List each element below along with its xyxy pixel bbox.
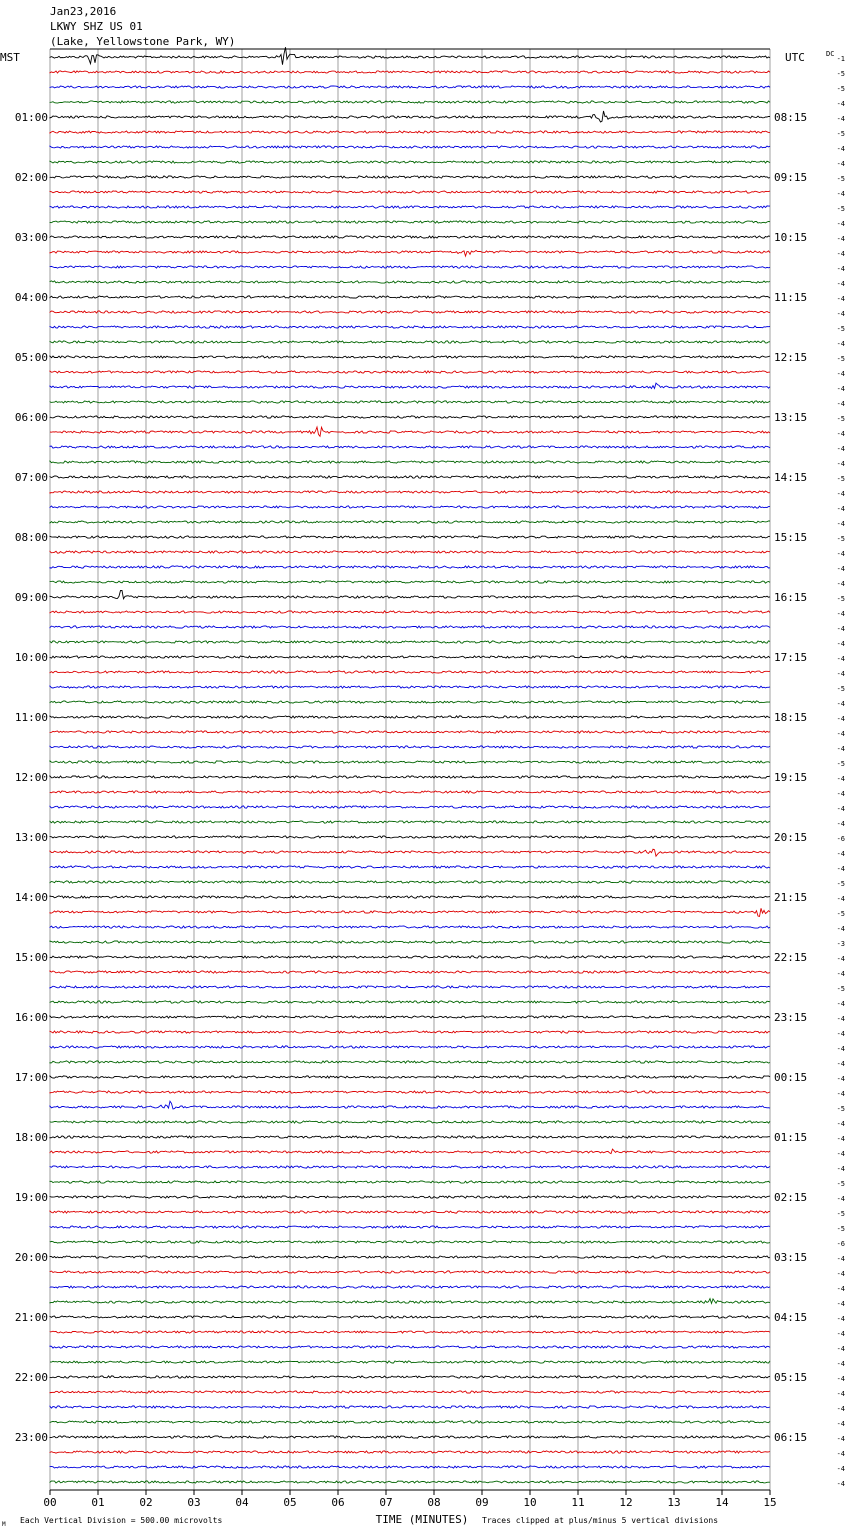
trace-scale-value: -5 [836,760,845,768]
trace-scale-value: -4 [836,1120,845,1128]
trace-scale-value: -4 [836,1315,845,1323]
mst-hour-label: 22:00 [14,1371,48,1384]
trace-scale-value: -5 [836,70,845,78]
trace-scale-value: -4 [836,655,845,663]
mst-hour-label: 18:00 [14,1131,48,1144]
trace-scale-value: -5 [836,415,845,423]
trace-line [50,1121,770,1123]
trace-line [50,1241,770,1243]
trace-scale-value: -4 [836,1390,845,1398]
trace-line [50,1406,770,1408]
trace-line [50,1286,770,1288]
mst-hour-label: 05:00 [14,351,48,364]
trace-scale-value: -4 [836,295,845,303]
trace-scale-value: -4 [836,1435,845,1443]
clipping-note: Traces clipped at plus/minus 5 vertical divisions [482,1516,719,1525]
trace-line [50,491,770,493]
utc-hour-label: 06:15 [774,1431,808,1444]
trace-scale-value: -4 [836,550,845,558]
trace-scale-value: -4 [836,400,845,408]
trace-line [50,266,770,268]
trace-scale-value: -5 [836,475,845,483]
trace-line [50,47,770,64]
trace-line [50,941,770,943]
trace-scale-value: -4 [836,850,845,858]
trace-scale-value: -5 [836,1210,845,1218]
utc-hour-label: 04:15 [774,1311,808,1324]
trace-scale-value: -4 [836,505,845,513]
trace-line [50,926,770,928]
trace-scale-value: -4 [836,1285,845,1293]
trace-scale-value: -4 [836,610,845,618]
mst-hour-label: 13:00 [14,831,48,844]
utc-hour-label: 05:15 [774,1371,808,1384]
trace-scale-value: -5 [836,910,845,918]
trace-line [50,371,770,373]
trace-scale-value: -4 [836,1045,845,1053]
trace-scale-value: -4 [836,430,845,438]
trace-line [50,1331,770,1333]
trace-line [50,1091,770,1093]
trace-scale-value: -1 [836,55,845,63]
utc-hour-label: 19:15 [774,771,808,784]
trace-line [50,521,770,523]
trace-line [50,71,770,73]
trace-line [50,1031,770,1033]
trace-scale-value: -5 [836,325,845,333]
trace-line [50,326,770,328]
trace-line [50,791,770,793]
x-tick-label: 15 [763,1496,777,1509]
mst-hour-label: 12:00 [14,771,48,784]
trace-line [50,296,770,298]
trace-line [50,1101,770,1109]
mst-hour-label: 16:00 [14,1011,48,1024]
trace-scale-value: -4 [836,1450,845,1458]
trace-line [50,1451,770,1453]
trace-scale-value: -5 [836,1225,845,1233]
trace-line [50,101,770,103]
x-tick-label: 07 [379,1496,393,1509]
trace-scale-value: -4 [836,865,845,873]
trace-scale-value: -4 [836,1135,845,1143]
trace-line [50,281,770,283]
trace-scale-value: -4 [836,145,845,153]
trace-scale-value: -4 [836,1345,845,1353]
trace-line [50,1421,770,1423]
trace-line [50,131,770,133]
trace-scale-value: -4 [836,625,845,633]
trace-line [50,1376,770,1378]
utc-hour-label: 15:15 [774,531,808,544]
utc-hour-label: 01:15 [774,1131,808,1144]
trace-scale-value: -5 [836,685,845,693]
trace-line [50,250,770,256]
mst-hour-label: 17:00 [14,1071,48,1084]
trace-scale-value: -4 [836,460,845,468]
mst-hour-label: 04:00 [14,291,48,304]
trace-scale-value: -4 [836,1270,845,1278]
trace-line [50,356,770,358]
trace-scale-value: -4 [836,790,845,798]
trace-line [50,1001,770,1003]
trace-scale-value: -5 [836,355,845,363]
trace-line [50,416,770,418]
trace-scale-value: -5 [836,1105,845,1113]
x-tick-label: 02 [139,1496,153,1509]
trace-scale-value: -4 [836,1255,845,1263]
trace-line [50,836,770,838]
utc-hour-label: 20:15 [774,831,808,844]
mst-hour-label: 15:00 [14,951,48,964]
trace-line [50,1361,770,1363]
trace-line [50,1076,770,1078]
trace-scale-value: -6 [836,1240,845,1248]
trace-line [50,986,770,988]
trace-scale-value: -5 [836,595,845,603]
station-label: LKWY SHZ US 01 [50,20,143,33]
trace-line [50,383,770,388]
trace-scale-value: -4 [836,1375,845,1383]
trace-line [50,866,770,868]
trace-scale-value: -4 [836,925,845,933]
trace-line [50,671,770,673]
trace-scale-value: -5 [836,175,845,183]
x-tick-label: 11 [571,1496,585,1509]
utc-hour-label: 00:15 [774,1071,808,1084]
mst-hour-label: 08:00 [14,531,48,544]
trace-line [50,1256,770,1258]
utc-hour-label: 13:15 [774,411,808,424]
mst-hour-label: 19:00 [14,1191,48,1204]
mst-hour-label: 14:00 [14,891,48,904]
utc-hour-label: 12:15 [774,351,808,364]
trace-scale-value: -4 [836,370,845,378]
trace-line [50,1149,770,1154]
trace-line [50,427,770,436]
trace-scale-value: -4 [836,445,845,453]
trace-line [50,551,770,553]
trace-line [50,311,770,313]
trace-line [50,971,770,973]
mst-hour-label: 03:00 [14,231,48,244]
trace-scale-value: -5 [836,205,845,213]
trace-line [50,716,770,718]
trace-scale-value: -4 [836,1150,845,1158]
trace-line [50,1391,770,1393]
trace-scale-value: -5 [836,985,845,993]
mst-hour-label: 20:00 [14,1251,48,1264]
mst-hour-label: 09:00 [14,591,48,604]
trace-scale-value: -4 [836,565,845,573]
corner-mark: M [2,1521,6,1528]
grid-lines [50,49,770,1490]
location-label: (Lake, Yellowstone Park, WY) [50,35,236,48]
trace-scale-value: -4 [836,670,845,678]
trace-scale-value: -4 [836,1480,845,1488]
trace-line [50,1166,770,1168]
trace-line [50,1226,770,1228]
x-tick-label: 08 [427,1496,441,1509]
trace-line [50,1046,770,1048]
trace-line [50,1211,770,1213]
trace-scale-value: -4 [836,895,845,903]
trace-scale-value: -4 [836,265,845,273]
trace-scale-value: -4 [836,1030,845,1038]
trace-line [50,1061,770,1063]
trace-line [50,476,770,478]
trace-line [50,806,770,808]
trace-scale-value: -5 [836,1180,845,1188]
trace-scale-value: -5 [836,880,845,888]
trace-scale-value: -4 [836,700,845,708]
trace-scale-value: -4 [836,1075,845,1083]
mst-hour-label: 02:00 [14,171,48,184]
trace-scale-value: -4 [836,1015,845,1023]
trace-scale-value: -4 [836,1060,845,1068]
date-label: Jan23,2016 [50,5,117,18]
trace-line [50,1181,770,1183]
trace-line [50,908,770,916]
trace-scale-value: -4 [836,385,845,393]
mst-hour-label: 06:00 [14,411,48,424]
trace-scale-value: -4 [836,520,845,528]
trace-line [50,506,770,508]
trace-scale-value: -4 [836,160,845,168]
trace-line [50,111,770,122]
utc-hour-label: 16:15 [774,591,808,604]
trace-scale-value: -4 [836,955,845,963]
axis-labels [0,50,845,1528]
trace-scale-value: -4 [836,1405,845,1413]
trace-scale-value: -4 [836,115,845,123]
seismogram-traces [50,47,770,1483]
trace-line [50,1196,770,1198]
trace-line [50,956,770,958]
utc-hour-label: 14:15 [774,471,808,484]
trace-line [50,191,770,193]
trace-scale-value: -4 [836,1090,845,1098]
trace-line [50,1136,770,1138]
utc-hour-label: 09:15 [774,171,808,184]
trace-line [50,641,770,643]
trace-scale-value: -4 [836,1165,845,1173]
trace-line [50,206,770,208]
trace-line [50,86,770,88]
trace-line [50,146,770,148]
trace-scale-value: -5 [836,535,845,543]
trace-scale-value: -4 [836,310,845,318]
trace-scale-value: -3 [836,940,845,948]
trace-line [50,746,770,748]
trace-line [50,341,770,343]
trace-line [50,581,770,583]
trace-line [50,591,770,599]
trace-line [50,221,770,223]
trace-line [50,446,770,448]
trace-line [50,881,770,883]
trace-scale-value: -4 [836,970,845,978]
trace-scale-value: -4 [836,580,845,588]
x-tick-label: 01 [91,1496,105,1509]
trace-scale-value: -5 [836,85,845,93]
trace-line [50,761,770,763]
trace-scale-value: -4 [836,280,845,288]
trace-line [50,236,770,238]
trace-scale-value: -4 [836,730,845,738]
trace-scale-value: -4 [836,775,845,783]
trace-scale-value: -4 [836,190,845,198]
mst-hour-label: 21:00 [14,1311,48,1324]
trace-line [50,1436,770,1438]
trace-line [50,1466,770,1468]
x-tick-label: 03 [187,1496,201,1509]
mst-label: MST [0,51,20,64]
trace-scale-value: -4 [836,640,845,648]
utc-hour-label: 17:15 [774,651,808,664]
trace-scale-value: -4 [836,340,845,348]
dc-label: DC [826,50,835,58]
trace-scale-value: -4 [836,100,845,108]
mst-hour-label: 23:00 [14,1431,48,1444]
x-tick-label: 04 [235,1496,249,1509]
trace-line [50,536,770,538]
x-tick-label: 12 [619,1496,633,1509]
trace-scale-value: -4 [836,235,845,243]
trace-line [50,1271,770,1273]
trace-scale-value: -4 [836,1465,845,1473]
trace-line [50,1316,770,1318]
trace-scale-value: -4 [836,805,845,813]
trace-scale-value: -6 [836,835,845,843]
utc-hour-label: 23:15 [774,1011,808,1024]
trace-scale-value: -4 [836,490,845,498]
utc-hour-label: 21:15 [774,891,808,904]
utc-label: UTC [785,51,805,64]
utc-hour-label: 22:15 [774,951,808,964]
trace-scale-value: -4 [836,1420,845,1428]
trace-scale-value: -4 [836,220,845,228]
trace-line [50,401,770,403]
trace-line [50,1016,770,1018]
utc-hour-label: 02:15 [774,1191,808,1204]
utc-hour-label: 11:15 [774,291,808,304]
x-tick-label: 05 [283,1496,297,1509]
trace-line [50,701,770,703]
mst-hour-label: 11:00 [14,711,48,724]
trace-line [50,461,770,463]
x-tick-label: 14 [715,1496,729,1509]
trace-scale-value: -4 [836,1000,845,1008]
x-tick-label: 09 [475,1496,489,1509]
trace-scale-value: -5 [836,130,845,138]
trace-line [50,1481,770,1483]
x-tick-label: 06 [331,1496,345,1509]
mst-hour-label: 07:00 [14,471,48,484]
trace-scale-value: -4 [836,745,845,753]
trace-line [50,1346,770,1348]
x-tick-label: 13 [667,1496,681,1509]
utc-hour-label: 03:15 [774,1251,808,1264]
trace-scale-value: -4 [836,820,845,828]
trace-line [50,656,770,658]
trace-line [50,566,770,568]
trace-line [50,821,770,823]
trace-scale-value: -4 [836,1360,845,1368]
x-tick-label: 00 [43,1496,57,1509]
trace-line [50,161,770,163]
mst-hour-label: 10:00 [14,651,48,664]
trace-line [50,776,770,778]
trace-scale-value: -4 [836,715,845,723]
trace-line [50,176,770,178]
utc-hour-label: 10:15 [774,231,808,244]
x-axis-title: TIME (MINUTES) [375,1513,469,1526]
trace-line [50,686,770,688]
trace-scale-value: -4 [836,1300,845,1308]
trace-line [50,849,770,856]
trace-line [50,1299,770,1304]
trace-line [50,626,770,628]
x-tick-label: 10 [523,1496,537,1509]
trace-line [50,731,770,733]
trace-scale-value: -4 [836,1330,845,1338]
vertical-division-note: Each Vertical Division = 500.00 microvolts [20,1516,223,1525]
trace-line [50,896,770,898]
utc-hour-label: 08:15 [774,111,808,124]
trace-scale-value: -4 [836,1195,845,1203]
mst-hour-label: 01:00 [14,111,48,124]
trace-line [50,611,770,613]
utc-hour-label: 18:15 [774,711,808,724]
trace-scale-value: -4 [836,250,845,258]
